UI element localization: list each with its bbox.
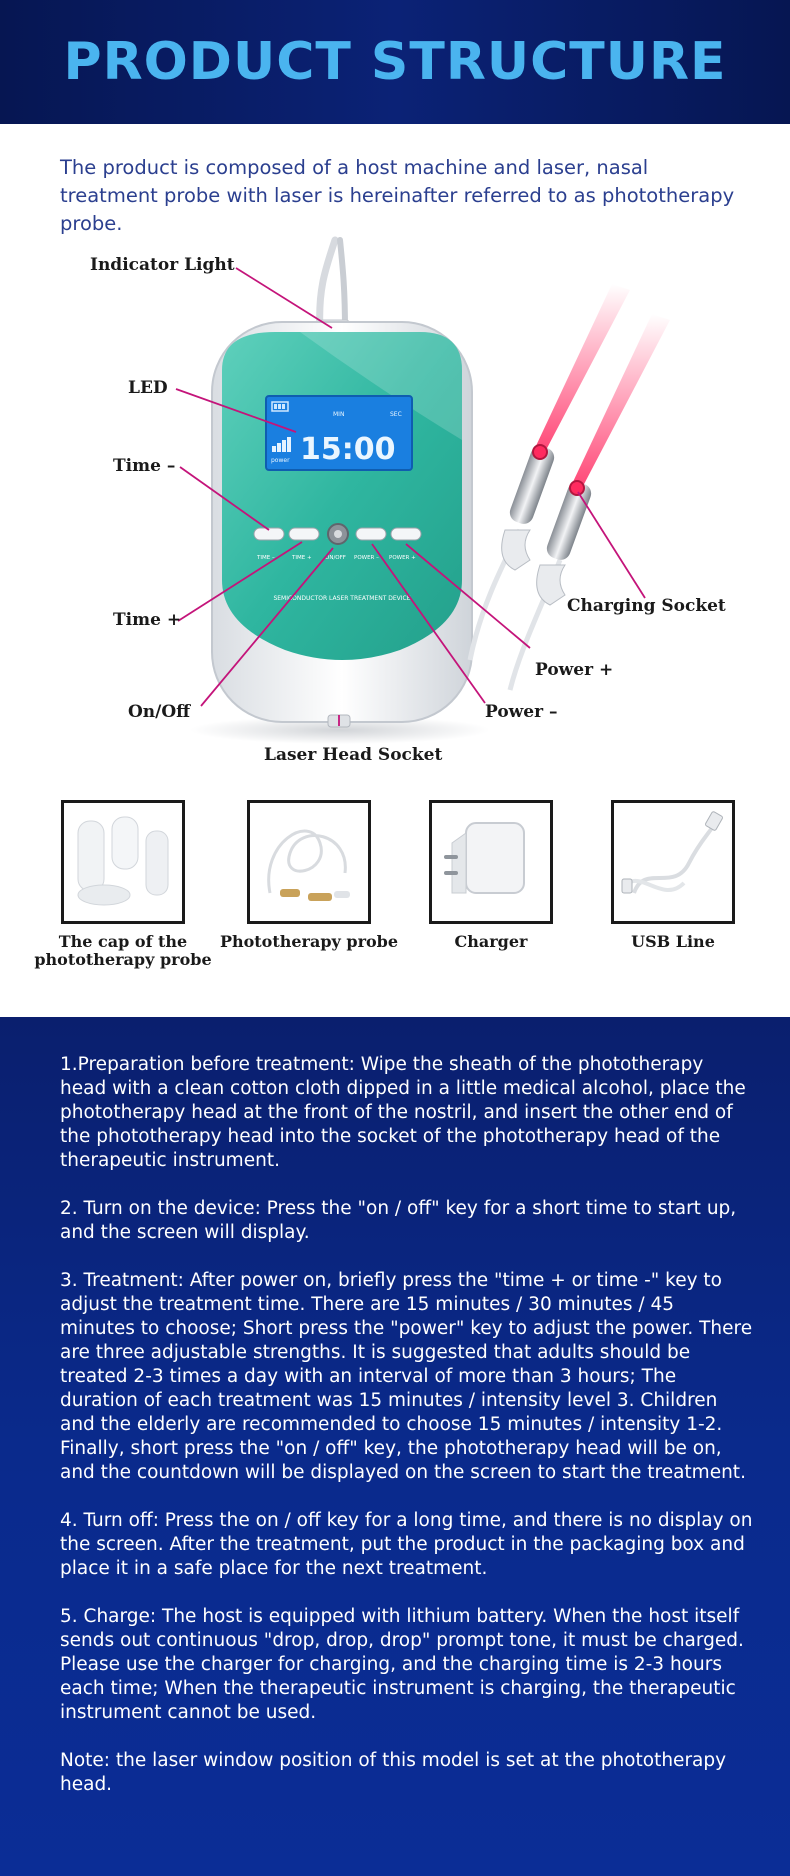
lcd-min-label: MIN <box>333 411 345 418</box>
device-caption: SEMICONDUCTOR LASER TREATMENT DEVICE <box>273 595 411 602</box>
page-header <box>0 0 790 124</box>
lcd-power-label: power <box>271 457 290 464</box>
callout-indicator-light: Indicator Light <box>90 255 235 275</box>
charger-icon <box>432 803 550 921</box>
laser-beam-left <box>535 284 630 452</box>
callout-power-minus: Power – <box>485 702 558 722</box>
usb-line-icon <box>614 803 732 921</box>
accessory-box-usb <box>611 800 735 924</box>
accessory-label-cap: The cap of the phototherapy probe <box>34 932 212 969</box>
label-time-plus: TIME + <box>292 555 312 561</box>
probe-cable-icon <box>250 803 368 921</box>
phototherapy-probes <box>470 443 594 690</box>
callout-laser-head-socket: Laser Head Socket <box>264 745 443 765</box>
intro-text: The product is composed of a host machine and laser, nasal treatment probe with laser is hereinafter referred to as phototherapy probe. <box>60 156 735 235</box>
accessory-box-probe <box>247 800 371 924</box>
instructions-section <box>0 1017 790 1876</box>
instruction-step-3: 3. Treatment: After power on, briefly press the "time + or time -" key to adjust the treatment time. There are 15 minutes / 30 minutes / 45 minutes to choose; Short press the "power" key to adjust the power. There are three adjustable strengths. It is suggested that adults should be treated 2-3 times a day with an interval of more than 3 hours; The duration of each treatment was 15 minutes / intensity level 3. Children and the elderly are recommended to choose 15 minutes / intensity 1-2. Finally, short press the "on / off" key, the phototherapy head will be on, and the countdown will be displayed on the screen to start the treatment. <box>60 1270 753 1483</box>
instruction-step-5: 5. Charge: The host is equipped with lithium battery. When the host itself sends out continuous "drop, drop, drop" prompt tone, it must be charged. Please use the charger for charging, and the charging time is 2-3 hours each time; When the therapeutic instrument is charging, the therapeutic instrument cannot be used. <box>60 1606 744 1723</box>
device-illustration <box>0 230 790 790</box>
callout-time-minus: Time – <box>113 456 176 476</box>
lcd-time: 15:00 <box>300 432 396 467</box>
label-power-plus: POWER + <box>389 555 416 561</box>
label-time-minus: TIME – <box>257 555 275 561</box>
top-cable <box>320 240 335 330</box>
label-power-minus: POWER – <box>354 555 379 561</box>
page-title: PRODUCT STRUCTURE <box>63 32 727 92</box>
accessory-label-probe: Phototherapy probe <box>219 932 399 951</box>
power-plus-button <box>391 528 421 540</box>
callout-on-off: On/Off <box>128 702 191 722</box>
accessory-box-charger <box>429 800 553 924</box>
lcd-sec-label: SEC <box>390 411 402 418</box>
callout-power-plus: Power + <box>535 660 614 680</box>
accessory-label-usb: USB Line <box>631 932 715 951</box>
accessory-label-charger: Charger <box>454 932 528 951</box>
instruction-step-4: 4. Turn off: Press the on / off key for a long time, and there is no display on the screen. After the treatment, put the product in the packaging box and place it in a safe place for the next treatment. <box>60 1510 753 1579</box>
power-minus-button <box>356 528 386 540</box>
accessory-box-cap <box>61 800 185 924</box>
instruction-step-2: 2. Turn on the device: Press the "on / off" key for a short time to start up, and the screen will display. <box>60 1198 737 1243</box>
callout-time-plus: Time + <box>113 610 182 630</box>
instruction-step-1: 1.Preparation before treatment: Wipe the sheath of the phototherapy head with a clean cotton cloth dipped in a little medical alcohol, place the phototherapy head at the front of the nostril, and insert the other end of the phototherapy head into the socket of the phototherapy head of the therapeutic instrument. <box>60 1054 746 1171</box>
product-diagram <box>0 230 790 790</box>
instruction-note: Note: the laser window position of this model is set at the phototherapy head. <box>60 1750 727 1795</box>
instructions-text <box>60 1053 754 1821</box>
label-on-off: ON/OFF <box>325 555 346 561</box>
callout-charging-socket: Charging Socket <box>567 596 726 616</box>
callout-led: LED <box>128 378 168 398</box>
probe-cap-icon <box>64 803 182 921</box>
time-plus-button <box>289 528 319 540</box>
